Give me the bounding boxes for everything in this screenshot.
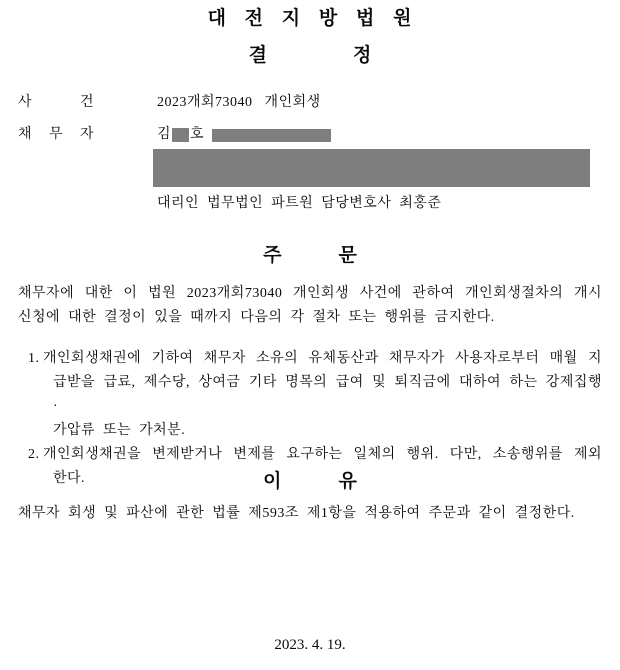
order-item-text: 개인회생채권에 기하여 채무자 소유의 유체동산과 채무자가 사용자로부터 매월 지: [43, 351, 602, 366]
jumun-paragraph: [18, 282, 602, 330]
decision-heading-char: 결: [248, 45, 267, 66]
jumun-heading-char: 문: [338, 245, 357, 266]
debtor-row: [18, 125, 331, 145]
debtor-name-first: 김: [157, 127, 172, 142]
order-item-1-line-3: 가압류 또는 가처분.: [53, 423, 186, 438]
debtor-label-char: 무: [48, 127, 64, 142]
order-item-1-line-2: 급받을 급료, 제수당, 상여금 기타 명목의 급여 및 퇴직금에 대하여 하는 강제집행·: [53, 375, 602, 414]
case-field-label: [18, 93, 94, 113]
order-item-2-line-2: 한다.: [53, 471, 86, 486]
iyu-paragraph: [18, 502, 602, 526]
debtor-name-last: 호: [190, 127, 205, 142]
jumun-line: 채무자에 대한 이 법원 2023개회73040 개인회생 사건에 관하여 개인회생절차의 개시: [18, 286, 602, 301]
attorney-line: 대리인 법무법인 파트원 담당변호사 최홍준: [157, 196, 442, 211]
order-list: [28, 347, 602, 491]
order-item-number: 1.: [28, 351, 40, 366]
order-item-2-line-1: [28, 443, 602, 467]
iyu-heading-char: 이: [263, 471, 282, 492]
debtor-label-char: 채: [18, 127, 33, 142]
iyu-heading: [0, 472, 620, 492]
decision-date: 2023. 4. 19.: [274, 637, 346, 653]
debtor-name-value: [157, 125, 331, 145]
redaction-address-block: [153, 149, 590, 187]
redaction-personal-id: [212, 129, 331, 142]
debtor-label-char: 자: [79, 127, 94, 142]
court-name-title: 대 전 지 방 법 원: [207, 8, 413, 29]
case-number-row: [18, 93, 321, 113]
decision-heading-char: 정: [353, 45, 372, 66]
jumun-heading-char: 주: [263, 245, 282, 266]
case-label-char: 건: [79, 95, 94, 110]
iyu-heading-char: 유: [338, 471, 357, 492]
redaction-name-character: [172, 128, 189, 142]
order-item-number: 2.: [28, 447, 40, 462]
case-label-char: 사: [18, 95, 33, 110]
jumun-line: 신청에 대한 결정이 있을 때까지 다음의 각 절차 또는 행위를 금지한다.: [18, 310, 495, 325]
case-number-value: 2023개회73040 개인회생: [157, 95, 321, 110]
jumun-heading: [0, 246, 620, 266]
iyu-line: 채무자 회생 및 파산에 관한 법률 제593조 제1항을 적용하여 주문과 같이 결정한다.: [18, 506, 575, 521]
order-item-text: 개인회생채권을 변제받거나 변제를 요구하는 일체의 행위. 다만, 소송행위를 제외: [43, 447, 602, 462]
decision-heading: [0, 46, 620, 66]
order-item-1-line-1: [28, 347, 602, 371]
debtor-field-label: [18, 125, 94, 145]
